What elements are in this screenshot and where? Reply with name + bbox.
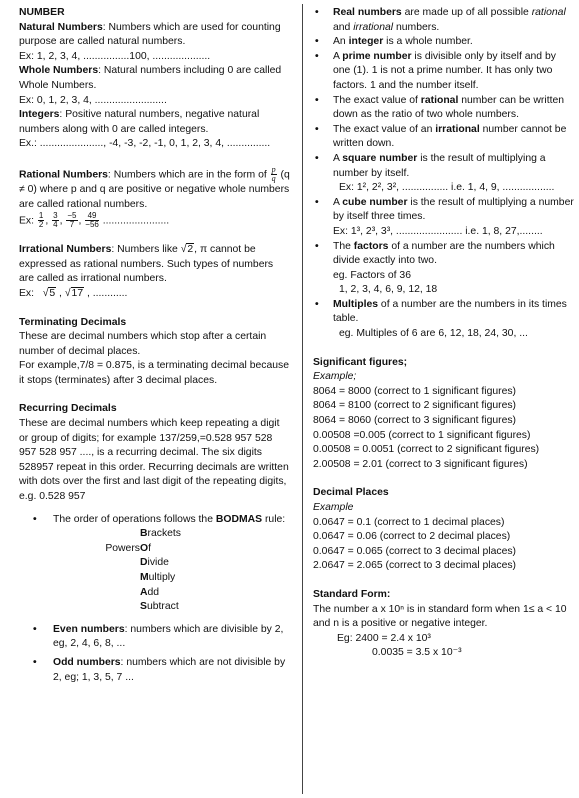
bullet-icon: • [315,152,319,164]
bodmas-list [19,513,291,528]
standard-form-title: Standard Form: [313,588,391,600]
irrational-numbers-example: Ex: √5 , √17 , ............ [19,287,291,302]
sigfig-line: 8064 = 8060 (correct to 3 significant figures) [313,415,517,427]
bullet-icon: • [315,7,319,18]
definitions-list [313,6,575,342]
sqrt-symbol: √5 [42,287,56,299]
bullet-icon: • [315,196,319,208]
standard-form-eg2: 0.0035 = 3.5 x 10⁻³ [372,647,462,659]
bullet-icon: • [315,94,319,106]
list-item: • Multiples of a number are the numbers in its times table. eg. Multiples of 6 are 6, 12, 18, 24, 30, ... [313,298,575,342]
recurring-decimals-example: e.g. 0.528 957 [19,491,86,503]
bullet-icon: • [315,123,319,135]
right-column [313,6,575,661]
list-item: • A cube number is the result of multiplying a number by itself three times. Ex: 1³, 2³, 3³, ....................... i.e. 1, 8, 27,........ [313,196,575,240]
recurring-decimals-title: Recurring Decimals [19,403,117,415]
standard-form-text: The number a x 10ⁿ is in standard form when 1≤ a < 10 and n is a positive or negative integer. [313,603,567,630]
bullet-icon: • [315,50,319,62]
decimal-line: 0.0647 = 0.06 (correct to 2 decimal places) [313,531,511,543]
significant-figures-title: Significant figures; [313,356,408,368]
left-column [19,6,291,685]
natural-numbers-def: Natural Numbers: Numbers which are used for counting purpose are called natural numbers. [19,21,281,48]
list-item: • Even numbers: numbers which are divisible by 2, eg, 2, 4, 6, 8, ... [33,623,284,650]
list-item: • The exact value of rational number can be written down as the ratio of two whole numbers. [315,94,565,121]
irrational-numbers-def: Irrational Numbers: Numbers like √2, π cannot be expressed as rational numbers. Such types of numbers are called as irrational numbers. [19,244,274,285]
page-title: NUMBER [19,7,65,18]
recurring-decimals-text: These are decimal numbers which keep repeating a digit or group of digits; for example 137/259,=0.528 957 528 957 528 957 ...., is a recurring decimal. The six digits 528957 repeat in this order. Recurring decimals are written with dots over the first and last digit of the repeating digits, [19,418,289,488]
decimal-places-title: Decimal Places [313,487,389,499]
terminating-decimals-title: Terminating Decimals [19,316,127,328]
list-item: • Real numbers are made up of all possible rational and irrational numbers. [315,7,566,33]
column-divider [302,4,303,794]
list-item: • A square number is the result of multiplying a number by itself. Ex: 1², 2², 3², ................ i.e. 1, 4, 9, .................. [313,152,575,196]
bodmas-row: Powers O f [105,542,151,554]
factors-eg: eg. Factors of 36 [333,269,411,281]
sqrt-symbol: √17 [64,287,84,299]
list-item: • An integer is a whole number. [313,35,575,50]
bullet-icon: • [315,36,319,48]
decimal-line: 0.0647 = 0.1 (correct to 1 decimal places) [313,516,505,528]
list-item: • A prime number is divisible only by itself and by one (1). 1 is not a prime number. It has only two factors. 1 and the number itself. [315,50,556,91]
number-types-list [19,623,291,685]
factors-list: 1, 2, 3, 4, 6, 9, 12, 18 [339,284,438,296]
rational-numbers-def: Rational Numbers: Numbers which are in the form of $\frac{p}{q}$ (q ≠ 0) where p and q are positive or negative whole numbers are called rational numbers. [19,164,290,210]
square-example: Ex: 1², 2², 3², ................ i.e. 1, 4, 9, .................. [339,182,555,194]
sigfig-line: 2.00508 = 2.01 (correct to 3 significant figures) [313,458,528,470]
sigfig-line: 0.00508 =0.005 (correct to 1 significant figures) [313,429,531,441]
integers-def: Integers: Positive natural numbers, negative natural numbers along with 0 are called integers. [19,109,260,135]
standard-form-eg1: Eg: 2400 = 2.4 x 10³ [337,632,431,644]
bodmas-row: S ubtract [140,601,179,613]
bodmas-row: A dd [140,586,160,598]
bullet-icon: • [315,240,319,252]
decimal-places-example-label: Example [313,502,354,513]
natural-numbers-example: Ex: 1, 2, 3, 4, ................100, .................... [19,50,211,62]
sqrt-symbol: √2 [180,244,194,256]
bullet-icon: • [33,623,37,635]
decimal-line: 2.0647 = 2.065 (correct to 3 decimal places) [313,560,517,572]
multiples-eg: eg. Multiples of 6 are 6, 12, 18, 24, 30, ... [339,328,528,340]
list-item: • The exact value of an irrational number cannot be written down. [315,123,567,150]
bullet-icon: • [33,656,37,668]
integers-example: Ex.: ......................, -4, -3, -2, -1, 0, 1, 2, 3, 4, ............... [19,138,271,150]
sigfig-line: 8064 = 8000 (correct to 1 significant figures) [313,385,517,397]
list-item: • Odd numbers: numbers which are not divisible by 2, eg; 1, 3, 5, 7 ... [33,656,286,683]
fraction: $\frac{-5}{7}$ [67,211,77,230]
decimal-line: 0.0647 = 0.065 (correct to 3 decimal places) [313,545,517,557]
sigfig-line: 8064 = 8100 (correct to 2 significant figures) [313,400,517,412]
fraction: $\frac{49}{-56}$ [85,211,99,230]
sigfig-line: 0.00508 = 0.0051 (correct to 2 significant figures) [313,444,540,456]
bodmas-row: B rackets [140,528,182,540]
list-item: • The factors of a number are the numbers which divide exactly into two. eg. Factors of 36 1, 2, 3, 4, 6, 9, 12, 18 [313,240,575,298]
bodmas-row: M ultiply [140,572,176,583]
rational-numbers-example: Ex: $\frac{1}{2}$ , $\frac{3}{4}$ , $\frac{-5}{7}$ , $\frac{49}{-56}$ ....................... [19,211,170,230]
bodmas-row: D ivide [140,557,169,569]
list-item: • The order of operations follows the BODMAS rule: [31,513,291,528]
fraction: $\frac{3}{4}$ [53,211,58,230]
cube-example: Ex: 1³, 2³, 3³, ....................... i.e. 1, 8, 27,........ [333,225,543,237]
whole-numbers-example: Ex: 0, 1, 2, 3, 4, ......................... [19,94,167,106]
bullet-icon: • [33,513,37,525]
significant-figures-example-label: Example; [313,371,357,383]
fraction: $\frac{1}{2}$ [38,211,44,230]
whole-numbers-def: Whole Numbers: Natural numbers including 0 are called Whole Numbers. [19,65,282,91]
terminating-decimals-example: For example,7/8 = 0.875, is a terminating decimal because it stops (terminates) after 3 decimal places. [19,360,290,386]
bullet-icon: • [315,298,319,310]
p-over-q-fraction: $\frac{p}{q}$ [271,164,276,183]
bodmas-breakdown [103,527,291,615]
terminating-decimals-text: These are decimal numbers which stop after a certain number of decimal places. [19,331,267,357]
